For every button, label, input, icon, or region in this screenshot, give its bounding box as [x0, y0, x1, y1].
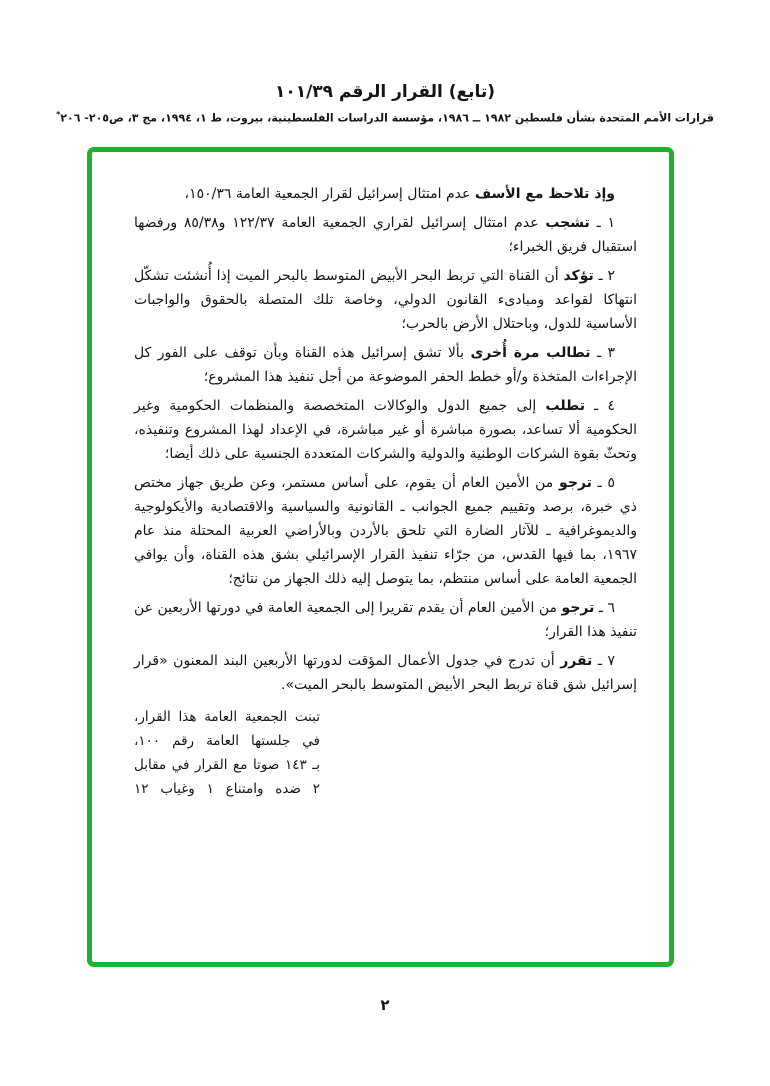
- item-text: من الأمين العام أن يقدم تقريرا إلى الجمعية العامة في دورتها الأربعين عن تنفيذ هذا القرار؛: [134, 600, 637, 640]
- item-lead: تؤكد: [563, 268, 594, 284]
- item-number: ٢ ـ: [598, 268, 615, 284]
- item-number: ٥ ـ: [597, 475, 615, 491]
- item-lead: تقرر: [560, 653, 593, 669]
- item-text: من الأمين العام أن يقوم، على أساس مستمر، وعن طريق جهاز مختص ذي خبرة، برصد وتقييم جميع الجوانب ـ القانونية والسياسية والاقتصادية والأيكولوجية والديموغرافية ـ للآثار الضارة التي تلحق بالأردن وبالأراضي العربية المحتلة منذ عام ١٩٦٧، بما فيها القدس، من جرّاء تنفيذ القرار الإسرائيلي بشق هذه القناة، وأن يوافي الجمعية العامة على أساس منتظم، بما يتوصل إليه ذلك الجهاز من نتائج؛: [134, 475, 637, 587]
- source-citation-text: قرارات الأمم المتحدة بشأن فلسطين ١٩٨٢ ــ ١٩٨٦، مؤسسة الدراسات الفلسطينية، بيروت، ط ١، ١٩٩٤، مج ٣، ص٢٠٥- ٢٠٦: [60, 111, 714, 125]
- item-lead: تطلب: [545, 398, 585, 414]
- resolution-item-3: [134, 341, 637, 389]
- item-number: ٧ ـ: [597, 653, 616, 669]
- adoption-line: تبنت الجمعية العامة هذا القرار،: [134, 709, 320, 725]
- item-text: أن القناة التي تربط البحر الأبيض المتوسط بالبحر الميت إذا أُنشئت تشكّل انتهاكا لقواعد ومبادىء القانون الدولي، وخاصة تلك المتصلة بالحقوق والواجبات الأساسية للدول، وباحتلال الأرض بالحرب؛: [134, 268, 637, 332]
- source-citation: [0, 110, 770, 125]
- adoption-line: في جلستها العامة رقم ١٠٠،: [134, 733, 320, 749]
- item-lead: ترجو: [561, 600, 595, 616]
- resolution-item-2: [134, 264, 637, 336]
- item-number: ٣ ـ: [596, 345, 616, 361]
- resolution-item-1: [134, 211, 637, 259]
- adoption-block: [134, 705, 320, 801]
- resolution-item-4: [134, 394, 637, 466]
- page-number: ٢: [380, 996, 390, 1014]
- resolution-item-6: [134, 596, 637, 644]
- resolution-item-5: [134, 471, 637, 591]
- footnote-asterisk: *: [56, 110, 61, 119]
- item-text: أن تدرج في جدول الأعمال المؤقت لدورتها الأربعين البند المعنون «قرار إسرائيل شق قناة تربط البحر الأبيض المتوسط بالبحر الميت».: [134, 653, 637, 693]
- item-text: إلى جميع الدول والوكالات المتخصصة والمنظمات الحكومية وغير الحكومية ألا تساعد، بصورة مباشرة أو غير مباشرة، في الإعداد لهذا المشروع وتنفيذه، وتحثّ بقوة الشركات الوطنية والدولية والشركات المتعددة الجنسية على ذلك أيضا؛: [134, 398, 637, 462]
- item-lead: تشجب: [545, 215, 590, 231]
- page-title: (تابع) القرار الرقم ١٠١/٣٩: [274, 82, 496, 102]
- green-frame: [87, 147, 674, 967]
- item-text: بألا تشق إسرائيل هذه القناة وبأن توقف على الفور كل الإجراءات المتخذة و/أو خطط الحفر الموضوعة من أجل تنفيذ هذا المشروع؛: [134, 345, 637, 385]
- item-lead: تطالب مرة أُخرى: [470, 345, 591, 361]
- item-number: ١ ـ: [596, 215, 616, 231]
- resolution-body: [92, 152, 669, 837]
- item-number: ٤ ـ: [594, 398, 615, 414]
- preamble-paragraph: [134, 182, 637, 206]
- preamble-lead: وإذ تلاحظ مع الأسف: [474, 186, 615, 202]
- adoption-line: ٢ ضده وامتناع ١ وغياب ١٢: [134, 781, 320, 797]
- preamble-text: عدم امتثال إسرائيل لقرار الجمعية العامة ١٥٠/٣٦،: [184, 186, 471, 202]
- item-text: عدم امتثال إسرائيل لقراري الجمعية العامة ١٢٢/٣٧ و٨٥/٣٨ ورفضها استقبال فريق الخبراء؛: [134, 215, 637, 255]
- resolution-item-7: [134, 649, 637, 697]
- adoption-line: بـ ١٤٣ صوتا مع القرار في مقابل: [134, 757, 321, 773]
- item-number: ٦ ـ: [598, 600, 615, 616]
- item-lead: ترجو: [559, 475, 592, 491]
